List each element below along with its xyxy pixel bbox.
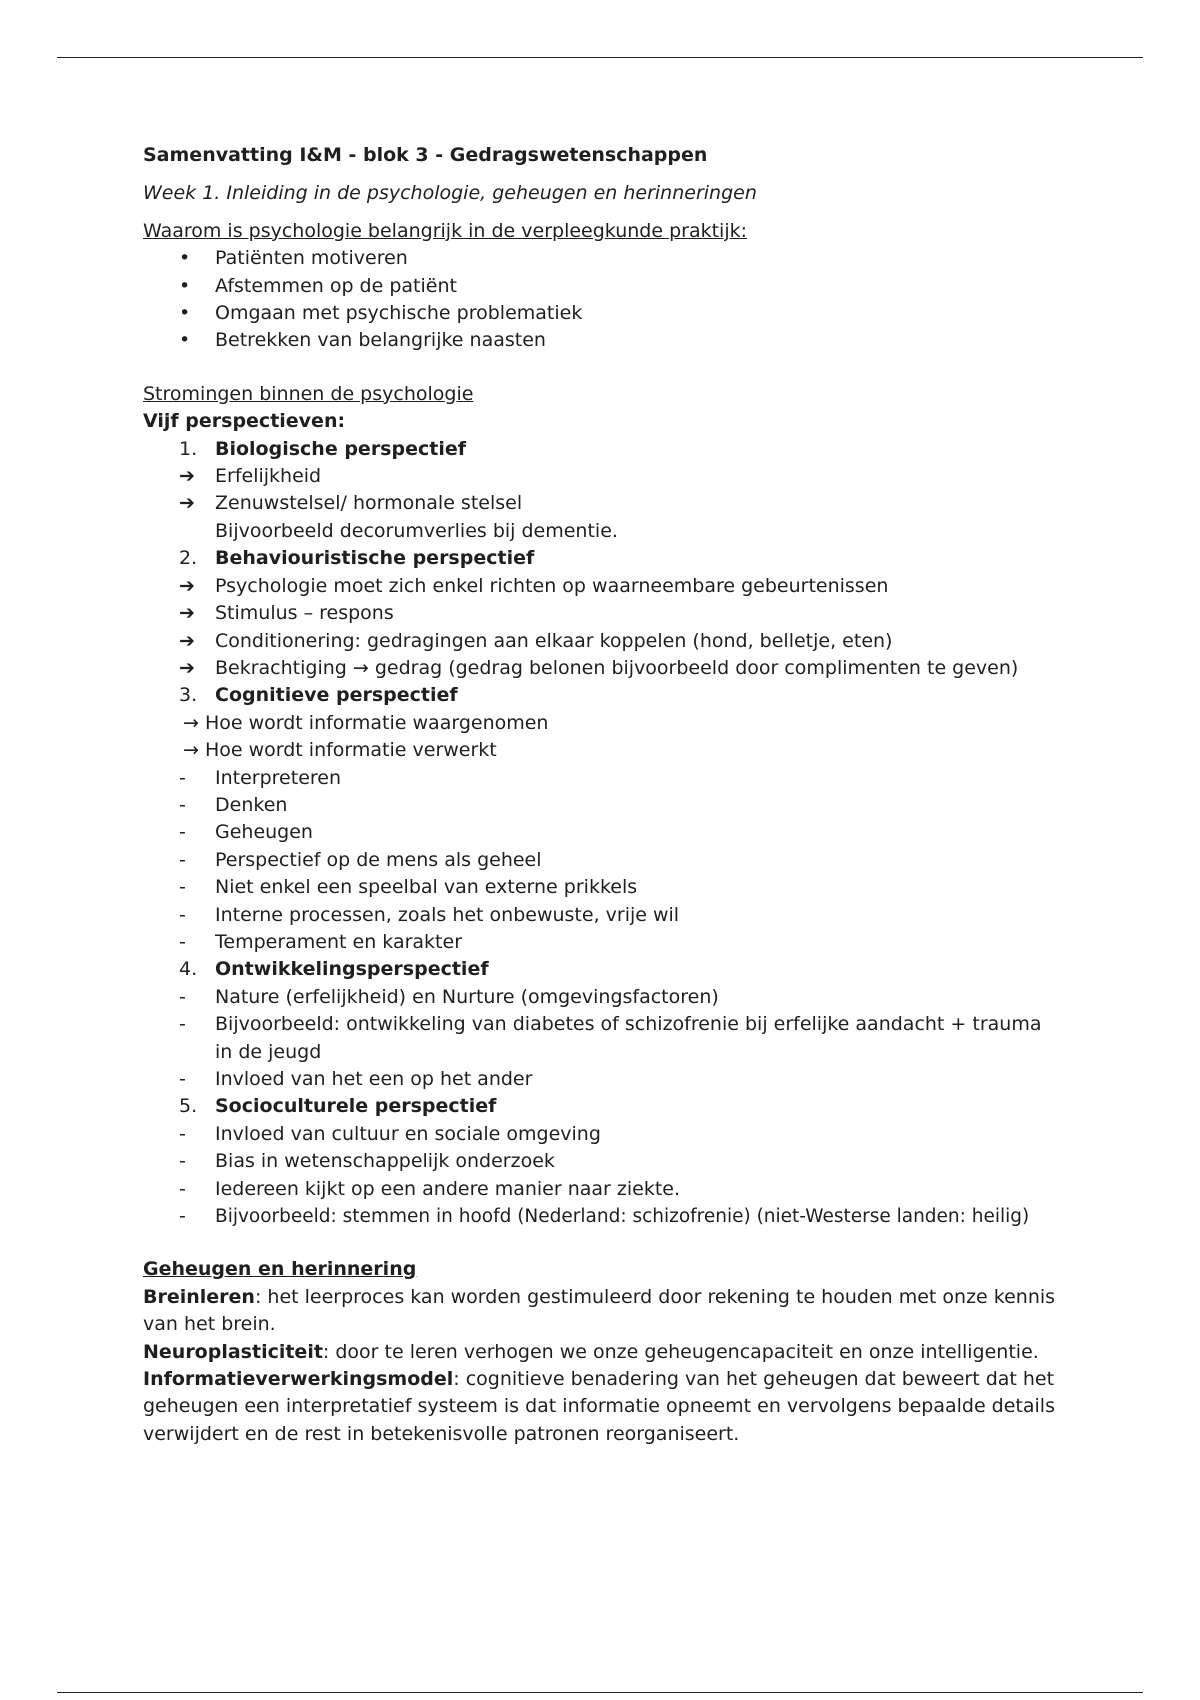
list-item: - Denken: [143, 792, 1063, 819]
perspective-heading: 5. Socioculturele perspectief: [143, 1093, 1063, 1120]
list-item: • Patiënten motiveren: [143, 245, 1063, 272]
list-item: - Niet enkel een speelbal van externe prikkels: [143, 874, 1063, 901]
streams-subheading: Vijf perspectieven:: [143, 410, 346, 433]
intro-heading: Waarom is psychologie belangrijk in de verpleegkunde praktijk:: [143, 219, 748, 242]
dash-marker: -: [179, 903, 186, 926]
list-item: ➔ Zenuwstelsel/ hormonale stelsel: [143, 490, 1063, 517]
spacer: [143, 1230, 1063, 1256]
arrow-line: → Hoe wordt informatie verwerkt: [183, 739, 497, 762]
list-item: - Interpreteren: [143, 765, 1063, 792]
list-item: ➔ Conditionering: gedragingen aan elkaar koppelen (hond, belletje, eten): [143, 628, 1063, 655]
list-item: • Betrekken van belangrijke naasten: [143, 327, 1063, 354]
definition-neuroplasticiteit: Neuroplasticiteit: door te leren verhogen we onze geheugencapaciteit en onze intelligentie.: [143, 1340, 1039, 1363]
item-number: 5.: [179, 1095, 198, 1118]
dash-marker: -: [179, 1150, 186, 1173]
list-item: ➔ Bekrachtiging → gedrag (gedrag belonen bijvoorbeeld door complimenten te geven): [143, 655, 1063, 682]
dash-marker: -: [179, 985, 186, 1008]
dash-marker: -: [179, 848, 186, 871]
list-item: - Geheugen: [143, 819, 1063, 846]
list-item: - Temperament en karakter: [143, 929, 1063, 956]
item-number: 2.: [179, 547, 198, 570]
list-item: • Omgaan met psychische problematiek: [143, 300, 1063, 327]
bullet-marker: •: [179, 302, 191, 325]
intro-bullet-list: [143, 245, 1063, 355]
definition-informatieverwerkingsmodel: Informatieverwerkingsmodel: cognitieve benadering van het geheugen dat beweert dat het geheugen een interpretatief systeem is dat informatie opneemt en vervolgens bepaalde details verwijdert en de rest in betekenisvolle patronen reorganiseert.: [143, 1368, 1055, 1445]
list-item: - Bias in wetenschappelijk onderzoek: [143, 1148, 1063, 1175]
perspective-heading: 1. Biologische perspectief: [143, 436, 1063, 463]
arrow-icon: ➔: [179, 656, 195, 679]
dash-marker: -: [179, 1205, 186, 1228]
streams-heading: Stromingen binnen de psychologie: [143, 382, 474, 405]
perspective-heading: 4. Ontwikkelingsperspectief: [143, 956, 1063, 983]
dash-marker: -: [179, 766, 186, 789]
dash-marker: -: [179, 876, 186, 899]
memory-heading: Geheugen en herinnering: [143, 1258, 417, 1281]
list-item: ➔ Stimulus – respons: [143, 600, 1063, 627]
list-item: • Afstemmen op de patiënt: [143, 273, 1063, 300]
footer-rule: [57, 1692, 1143, 1693]
list-item: ➔ Erfelijkheid: [143, 463, 1063, 490]
week-heading: Week 1. Inleiding in de psychologie, geheugen en herinneringen: [143, 182, 757, 205]
bullet-marker: •: [179, 329, 191, 352]
arrow-icon: ➔: [179, 465, 195, 488]
example-note: Bijvoorbeeld decorumverlies bij dementie.: [215, 519, 618, 542]
list-item: - Invloed van het een op het ander: [143, 1066, 1063, 1093]
arrow-icon: ➔: [179, 492, 195, 515]
list-item: - Iedereen kijkt op een andere manier naar ziekte.: [143, 1176, 1063, 1203]
dash-marker: -: [179, 1068, 186, 1090]
dash-marker: -: [179, 821, 186, 844]
dash-marker: -: [179, 793, 186, 816]
arrow-line: → Hoe wordt informatie waargenomen: [183, 711, 549, 734]
spacer: [143, 355, 1063, 381]
dash-marker: -: [179, 1177, 186, 1200]
header-rule: [57, 57, 1143, 58]
document-title: Samenvatting I&M - blok 3 - Gedragswetenschappen: [143, 144, 708, 166]
perspective-heading: 2. Behaviouristische perspectief: [143, 545, 1063, 572]
list-item: - Bijvoorbeeld: stemmen in hoofd (Nederland: schizofrenie) (niet-Westerse landen: heilig): [143, 1203, 1063, 1230]
list-item: - Nature (erfelijkheid) en Nurture (omgevingsfactoren): [143, 984, 1063, 1011]
list-item: - Invloed van cultuur en sociale omgeving: [143, 1121, 1063, 1148]
dash-marker: -: [179, 1013, 186, 1036]
perspective-heading: 3. Cognitieve perspectief: [143, 682, 1063, 709]
list-item: ➔ Psychologie moet zich enkel richten op waarneembare gebeurtenissen: [143, 573, 1063, 600]
dash-marker: -: [179, 1122, 186, 1145]
item-number: 4.: [179, 958, 198, 981]
list-item: - Bijvoorbeeld: ontwikkeling van diabetes of schizofrenie bij erfelijke aandacht + trauma in de jeugd: [179, 1013, 1042, 1063]
definition-breinleren: Breinleren: het leerproces kan worden gestimuleerd door rekening te houden met onze kennis van het brein.: [143, 1285, 1056, 1336]
bullet-marker: •: [179, 274, 191, 297]
arrow-icon: ➔: [179, 602, 195, 625]
list-item: - Perspectief op de mens als geheel: [143, 847, 1063, 874]
item-number: 1.: [179, 437, 198, 460]
item-number: 3.: [179, 684, 198, 707]
bullet-marker: •: [179, 247, 191, 270]
document-body: [143, 142, 1063, 1448]
dash-marker: -: [179, 930, 186, 953]
arrow-icon: ➔: [179, 629, 195, 652]
list-item: - Interne processen, zoals het onbewuste, vrije wil: [143, 902, 1063, 929]
arrow-icon: ➔: [179, 574, 195, 597]
